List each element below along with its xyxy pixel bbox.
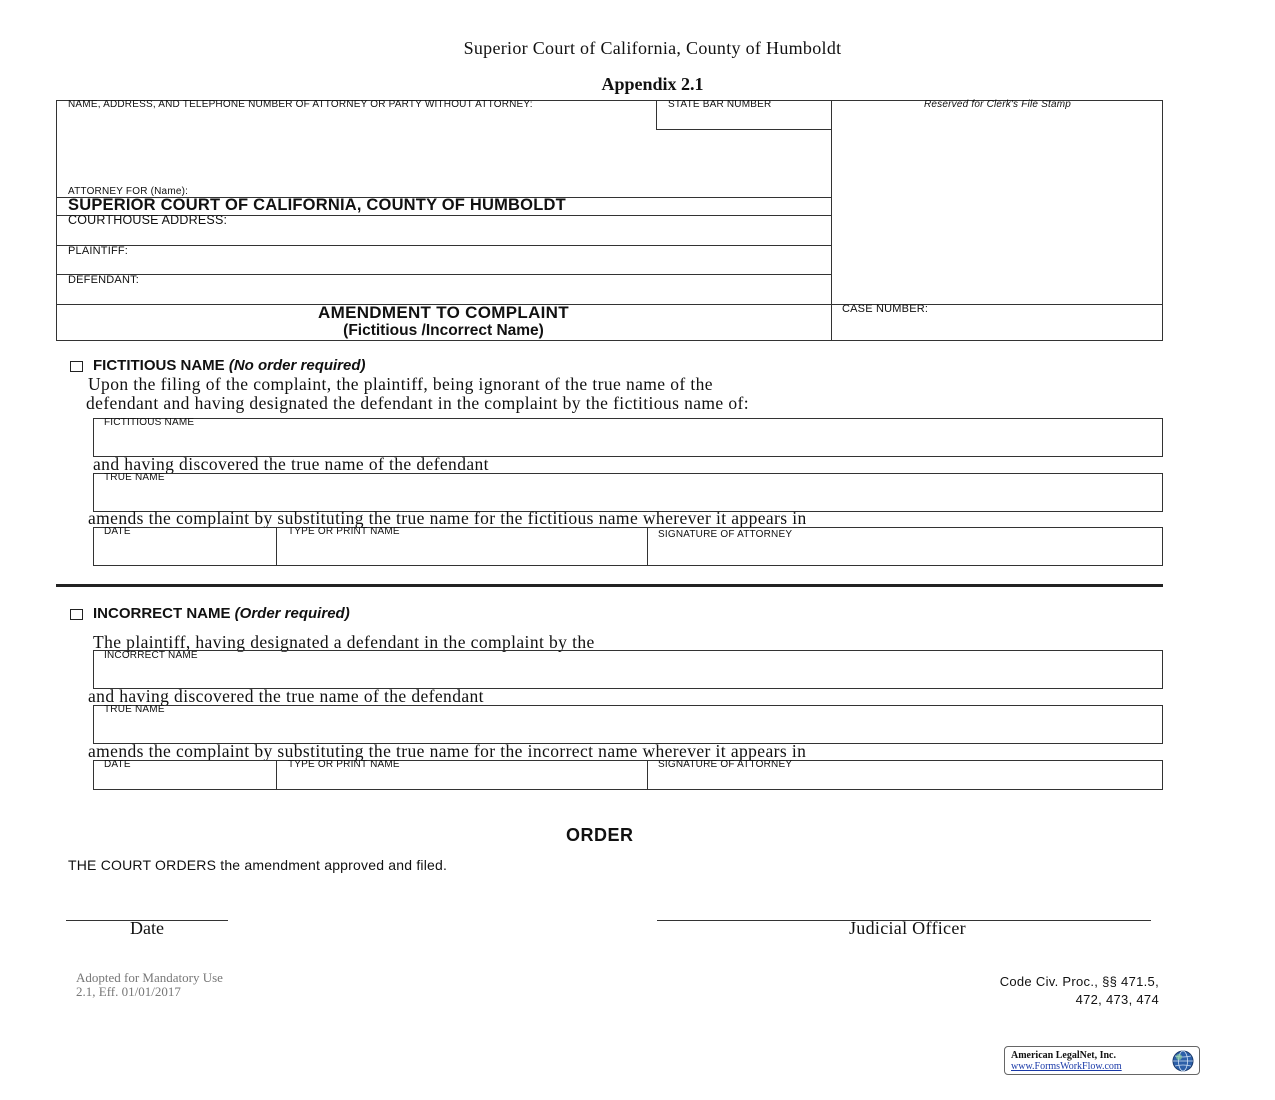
badge-url[interactable]: www.FormsWorkFlow.com [1011, 1061, 1122, 1072]
incorrect-heading-note: (Order required) [234, 605, 350, 622]
fictitious-name-input[interactable] [98, 432, 1158, 454]
order-date-input[interactable] [66, 898, 228, 918]
badge-company: American LegalNet, Inc. [1011, 1050, 1116, 1061]
incorrect-heading-text: INCORRECT NAME [93, 605, 231, 622]
judicial-officer-input[interactable] [657, 898, 1151, 918]
adopted-line1: Adopted for Mandatory Use [76, 970, 223, 985]
legalnet-badge[interactable] [1004, 1046, 1200, 1075]
incorrect-date-label: DATE [104, 759, 131, 770]
courthouse-input[interactable] [66, 228, 826, 243]
form-subtitle: (Fictitious /Incorrect Name) [343, 322, 544, 339]
clerk-stamp-label: Reserved for Clerk's File Stamp [923, 99, 1072, 110]
fictitious-date-input[interactable] [96, 542, 272, 562]
state-bar-label: STATE BAR NUMBER [668, 99, 772, 110]
court-header: Superior Court of California, County of Humboldt [463, 38, 842, 58]
attorney-label: NAME, ADDRESS, AND TELEPHONE NUMBER OF ATTORNEY OR PARTY WITHOUT ATTORNEY: [68, 99, 533, 110]
fictitious-date-label: DATE [104, 526, 131, 537]
fictitious-signature-label: SIGNATURE OF ATTORNEY [658, 529, 793, 540]
fictitious-name-checkbox[interactable] [70, 361, 83, 372]
code-line2: 472, 473, 474 [1075, 992, 1159, 1007]
incorrect-signature-label: SIGNATURE OF ATTORNEY [658, 759, 793, 770]
plaintiff-label: PLAINTIFF: [68, 245, 129, 257]
incorrect-name-label: INCORRECT NAME [104, 650, 198, 661]
fictitious-heading-text: FICTITIOUS NAME [93, 357, 225, 374]
fictitious-para-line1: Upon the filing of the complaint, the plaintiff, being ignorant of the true name of the [88, 374, 713, 394]
state-bar-input[interactable] [660, 113, 828, 128]
courthouse-label: COURTHOUSE ADDRESS: [68, 213, 228, 227]
globe-icon [1171, 1049, 1195, 1073]
fictitious-print-name-input[interactable] [280, 542, 643, 562]
appendix-title: Appendix 2.1 [601, 74, 704, 94]
defendant-input[interactable] [150, 282, 826, 300]
order-heading: ORDER [566, 825, 634, 845]
fictitious-print-name-label: TYPE OR PRINT NAME [288, 526, 400, 537]
fictitious-name-label: FICTITIOUS NAME [104, 417, 195, 428]
section-separator [56, 584, 1163, 587]
incorrect-heading [93, 605, 350, 622]
fictitious-heading [93, 357, 366, 374]
incorrect-print-name-label: TYPE OR PRINT NAME [288, 759, 400, 770]
attorney-for-label: ATTORNEY FOR (Name): [68, 186, 189, 197]
fictitious-para3: amends the complaint by substituting the true name for the fictitious name wherever it appears in [88, 508, 807, 528]
incorrect-date-input[interactable] [96, 772, 272, 788]
adopted-line2: 2.1, Eff. 01/01/2017 [76, 984, 181, 999]
fictitious-heading-note: (No order required) [228, 357, 366, 374]
fictitious-true-name-label: TRUE NAME [104, 472, 165, 483]
case-number-label: CASE NUMBER: [842, 303, 929, 315]
incorrect-name-input[interactable] [98, 664, 1158, 686]
fictitious-signature-input[interactable] [651, 544, 1159, 564]
incorrect-para1: The plaintiff, having designated a defendant in the complaint by the [93, 632, 595, 652]
incorrect-true-name-input[interactable] [98, 719, 1158, 741]
court-name: SUPERIOR COURT OF CALIFORNIA, COUNTY OF HUMBOLDT [68, 196, 566, 214]
defendant-label: DEFENDANT: [68, 274, 140, 286]
fictitious-para-line2: defendant and having designated the defendant in the complaint by the fictitious name of: [86, 393, 749, 413]
form-title: AMENDMENT TO COMPLAINT [318, 303, 569, 322]
incorrect-para3: amends the complaint by substituting the true name for the incorrect name wherever it appears in [88, 741, 807, 761]
attorney-info-input[interactable] [64, 116, 649, 178]
incorrect-para2: and having discovered the true name of the defendant [88, 686, 484, 706]
incorrect-name-checkbox[interactable] [70, 609, 83, 620]
judicial-officer-label: Judicial Officer [849, 918, 966, 938]
code-line1: Code Civ. Proc., §§ 471.5, [999, 974, 1159, 989]
order-date-label: Date [130, 918, 164, 938]
incorrect-print-name-input[interactable] [280, 772, 643, 788]
case-number-input[interactable] [838, 318, 1158, 336]
incorrect-true-name-label: TRUE NAME [104, 704, 165, 715]
order-text: THE COURT ORDERS the amendment approved and filed. [68, 857, 448, 873]
plaintiff-input[interactable] [140, 253, 826, 271]
fictitious-true-name-input[interactable] [98, 487, 1158, 509]
fictitious-para2: and having discovered the true name of the defendant [93, 454, 489, 474]
incorrect-signature-input[interactable] [651, 772, 1159, 788]
